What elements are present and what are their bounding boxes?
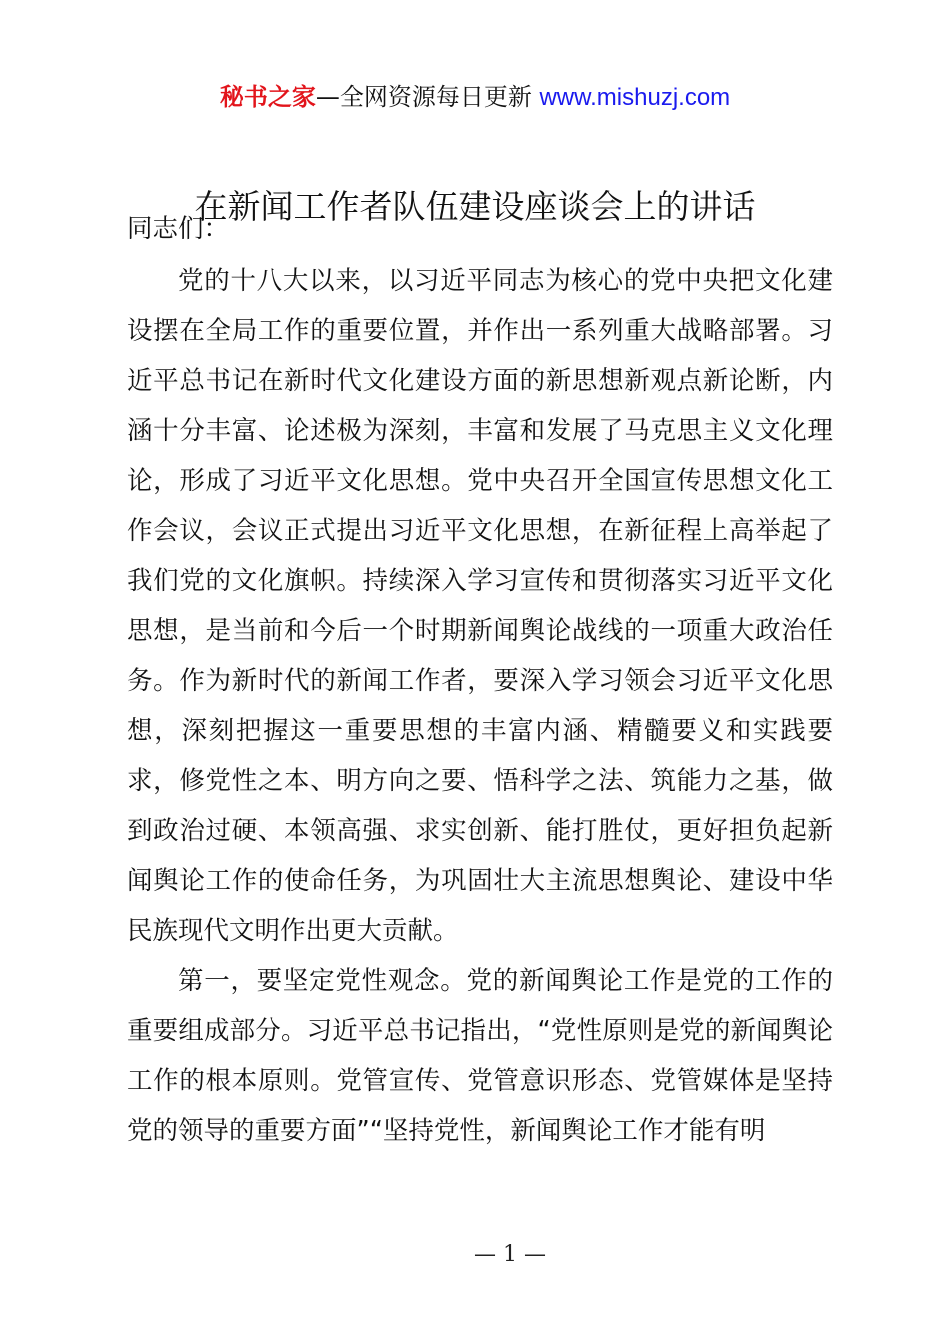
site-brand: 秘书之家: [219, 83, 316, 111]
site-banner: [0, 80, 950, 115]
site-url-link[interactable]: www.mishuzj.com: [539, 84, 731, 111]
paragraph-first-point: 第一，要坚定党性观念。党的新闻舆论工作是党的工作的重要组成部分。习近平总书记指出，“党性原则是党的新闻舆论工作的根本原则。党管宣传、党管意识形态、党管媒体是坚持党的领导的重要方面”“坚持党性，新闻舆论工作才能有明: [127, 966, 833, 1146]
document-body: [127, 206, 833, 1156]
paragraph-intro: 党的十八大以来，以习近平同志为核心的党中央把文化建设摆在全局工作的重要位置，并作出一系列重大战略部署。习近平总书记在新时代文化建设方面的新思想新观点新论断，内涵十分丰富、论述极为深刻，丰富和发展了马克思主义文化理论，形成了习近平文化思想。党中央召开全国宣传思想文化工作会议，会议正式提出习近平文化思想，在新征程上高举起了我们党的文化旗帜。持续深入学习宣传和贯彻落实习近平文化思想，是当前和今后一个时期新闻舆论战线的一项重大政治任务。作为新时代的新闻工作者，要深入学习领会习近平文化思想，深刻把握这一重要思想的丰富内涵、精髓要义和实践要求，修党性之本、明方向之要、悟科学之法、筑能力之基，做到政治过硬、本领高强、求实创新、能打胜仗，更好担负起新闻舆论工作的使命任务，为巩固壮大主流思想舆论、建设中华民族现代文明作出更大贡献。: [127, 266, 833, 946]
site-tagline: —全网资源每日更新: [315, 83, 532, 111]
document-title: 在新闻工作者队伍建设座谈会上的讲话: [194, 187, 756, 226]
page-number: — 1 —: [474, 1242, 546, 1267]
salutation: 同志们：: [127, 214, 230, 244]
